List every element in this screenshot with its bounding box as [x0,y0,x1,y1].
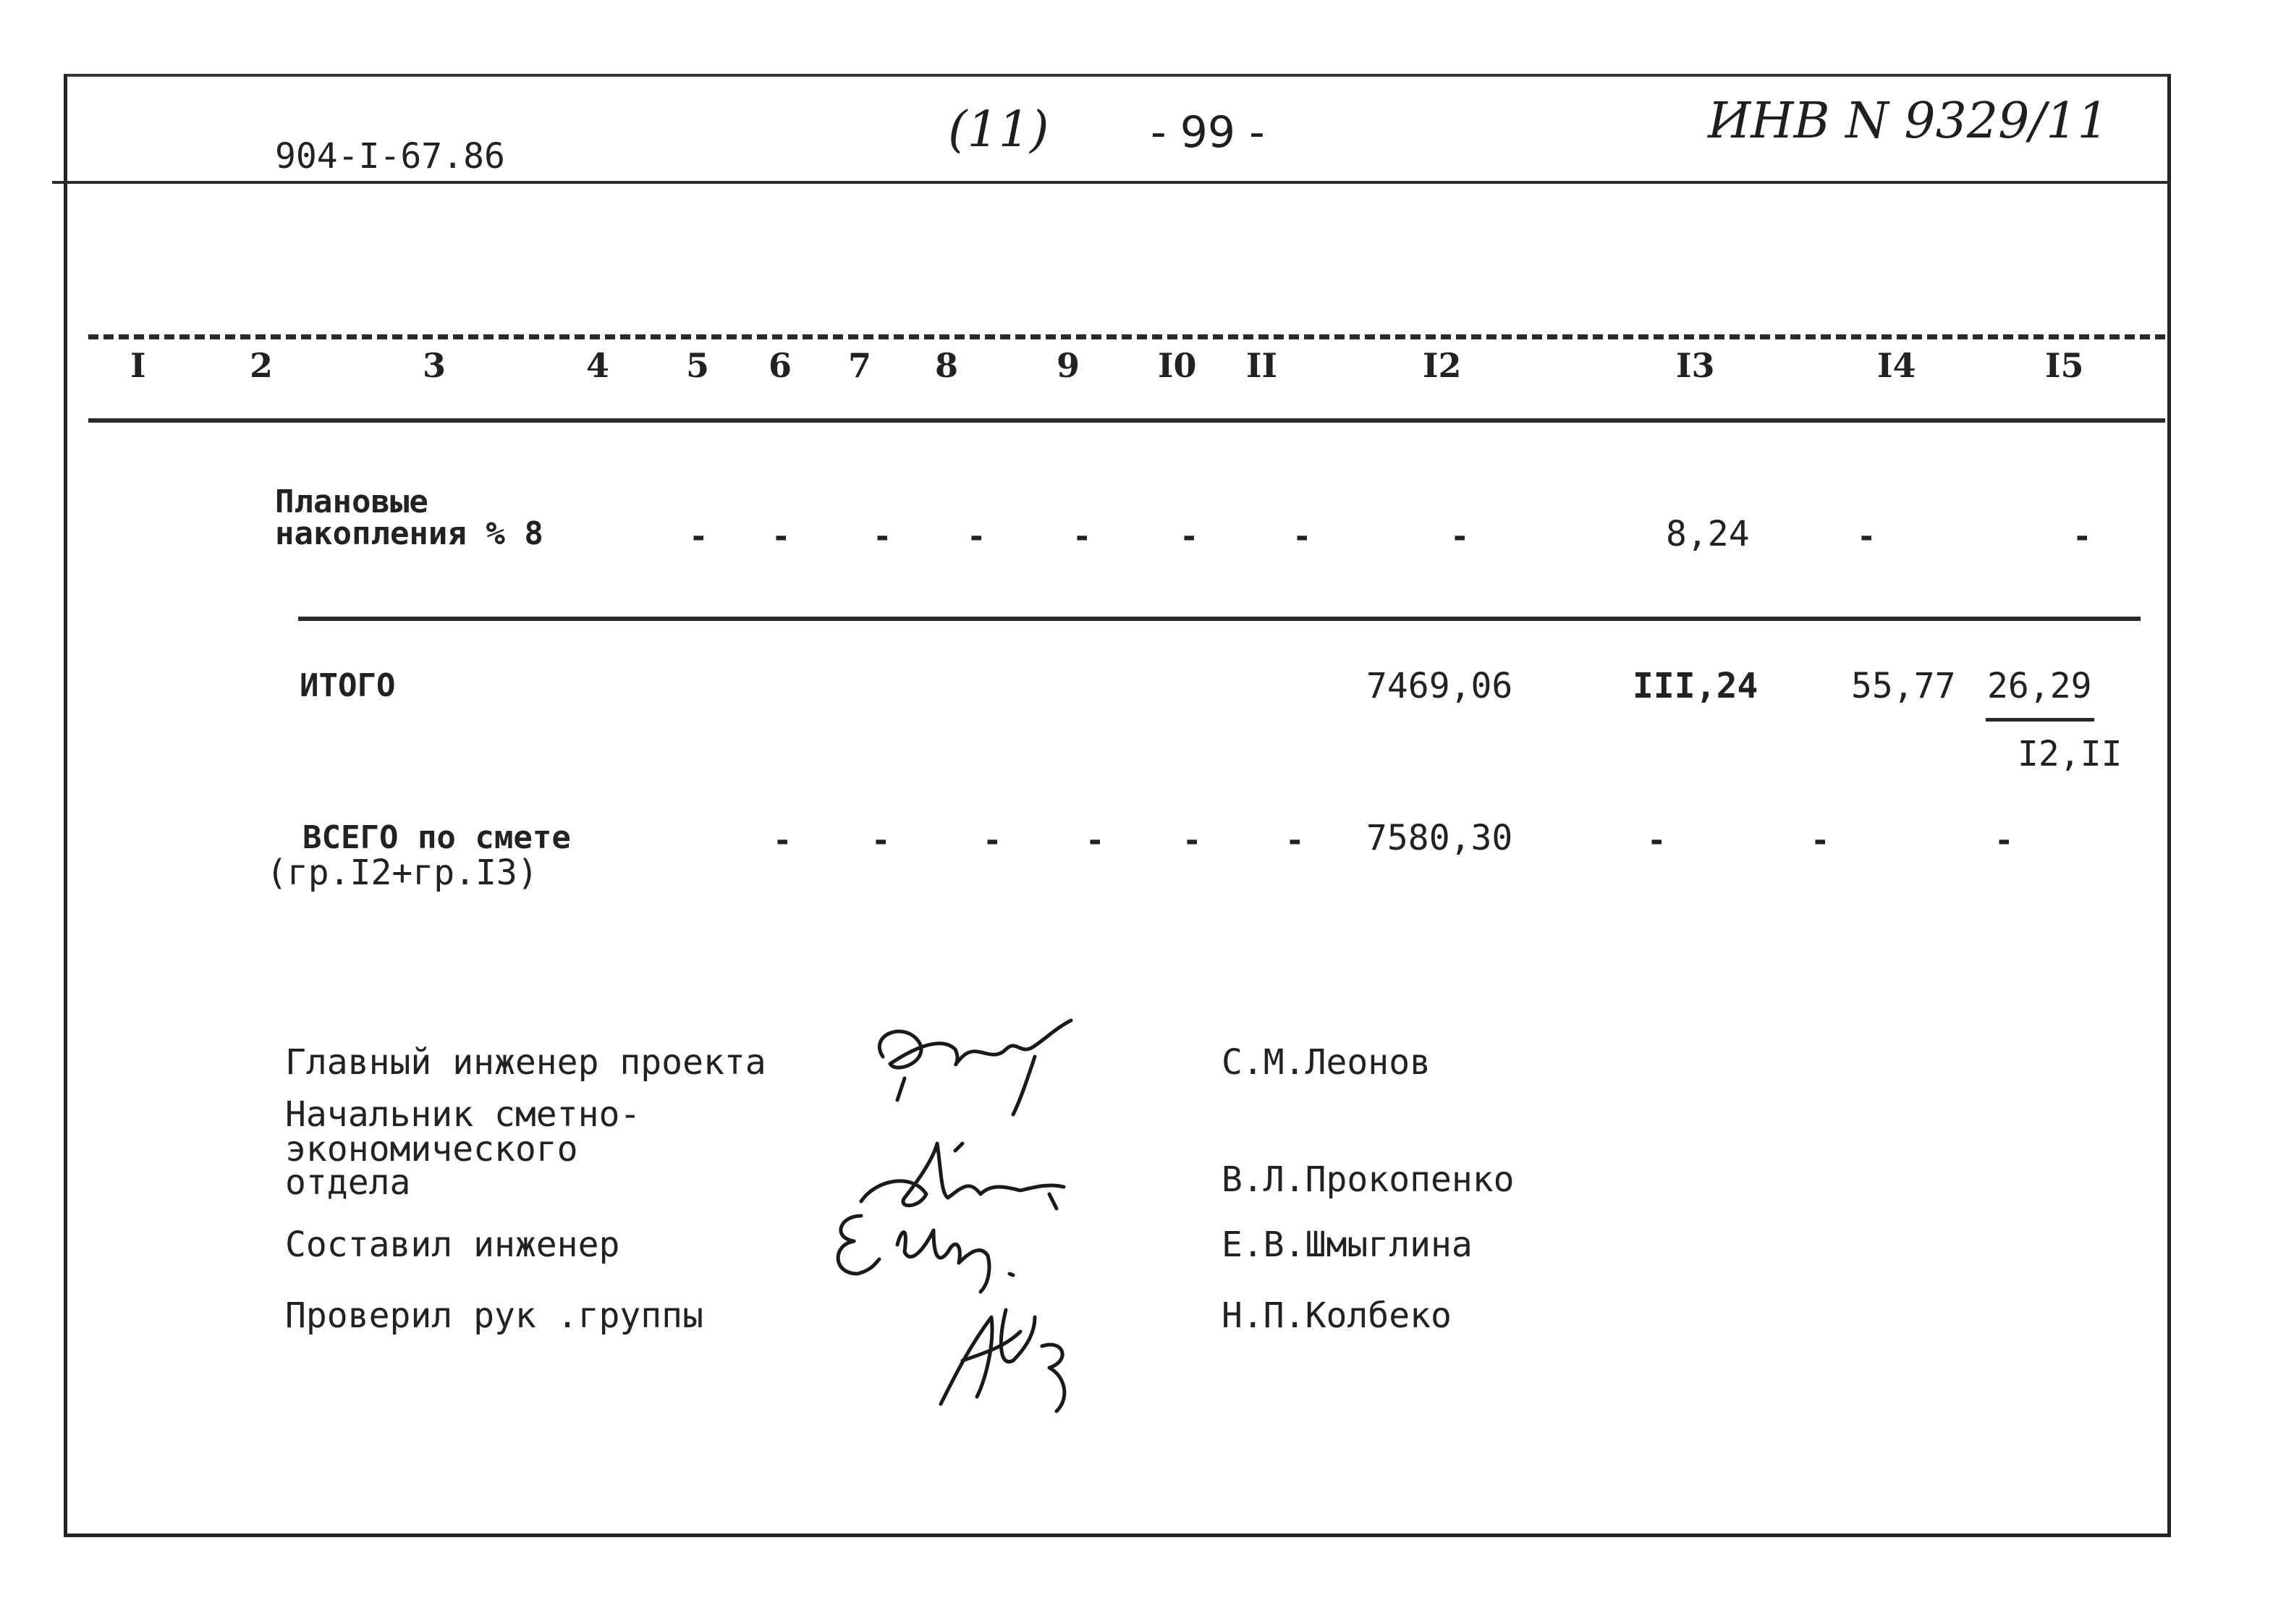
signature-1-image [854,1006,1100,1122]
planned-col14: - [1857,518,1876,555]
signature-4-image [926,1288,1100,1418]
planned-cell-7: - [873,518,892,555]
total-col13: III,24 [1633,666,1758,706]
grand-total-cell-11: - [1285,822,1305,859]
grand-total-col14: - [1811,822,1830,859]
sheet-mark: (11) [948,101,1049,158]
col-no-14: I4 [1877,346,1916,385]
col-no-7: 7 [848,346,872,385]
col-no-10: I0 [1158,346,1197,385]
total-label: ИТОГО [300,667,396,704]
col-no-15: I5 [2045,346,2084,385]
signatory-3-position: Составил инженер [285,1225,620,1265]
planned-label-line2: накопления % 8 [275,515,543,552]
planned-cell-5: - [689,518,708,555]
page-number: - 99 - [1151,107,1265,158]
col-no-1: I [130,346,146,385]
signatory-1-name: С.М.Леонов [1222,1042,1431,1083]
planned-cell-8: - [967,518,986,555]
column-band-top-rule [88,334,2165,339]
planned-col13: 8,24 [1666,514,1750,554]
planned-col15: - [2073,518,2092,555]
signatory-2-name: В.Л.Прокопенко [1222,1159,1515,1200]
total-col15: 26,29 [1987,666,2092,706]
col-no-8: 8 [935,346,959,385]
col-no-5: 5 [686,346,710,385]
col-no-6: 6 [769,346,792,385]
planned-cell-6: - [771,518,791,555]
planned-label-line1: Плановые [275,483,428,520]
planned-cell-10: - [1180,518,1199,555]
signature-3-image [818,1201,1049,1295]
signatory-2-position-line3: отдела [285,1162,411,1203]
grand-total-cell-9: - [1085,822,1105,859]
grand-total-cell-6: - [773,822,792,859]
inventory-number: ИНВ N 9329/11 [1708,93,2109,150]
header-rule [52,181,2171,184]
col-no-12: I2 [1423,346,1462,385]
signatory-3-name: Е.В.Шмыглина [1222,1225,1473,1265]
signatory-2-position-line1: Начальник сметно- [285,1094,641,1135]
signatory-1-position: Главный инженер проекта [285,1042,766,1083]
grand-total-col15: - [1994,822,2014,859]
grand-total-cell-7: - [871,822,891,859]
planned-cell-9: - [1072,518,1092,555]
column-band-bottom-rule [88,418,2165,423]
signatory-2-position-line2: экономического [285,1129,578,1170]
col-no-9: 9 [1057,346,1080,385]
doc-code: 904-I-67.86 [275,136,505,177]
total-separator-rule [298,617,2141,621]
grand-total-col12: 7580,30 [1366,818,1513,858]
grand-total-label-line2: (гр.I2+гр.I3) [266,853,538,893]
total-col15-sub: I2,II [2018,734,2122,774]
signatory-4-position: Проверил рук .группы [285,1295,703,1336]
total-col12: 7469,06 [1366,666,1513,706]
planned-cell-11: - [1292,518,1312,555]
col-no-2: 2 [250,346,274,385]
planned-cell-12: - [1450,518,1470,555]
grand-total-cell-10: - [1182,822,1202,859]
col-no-13: I3 [1676,346,1715,385]
grand-total-col13: - [1647,822,1667,859]
col-no-3: 3 [423,346,446,385]
grand-total-cell-8: - [983,822,1002,859]
col-no-11: II [1246,346,1278,385]
grand-total-label-line1: ВСЕГО по смете [302,819,571,856]
total-col15-fraction-bar [1986,718,2094,722]
total-col14: 55,77 [1851,666,1956,706]
col-no-4: 4 [586,346,610,385]
signatory-4-name: Н.П.Колбеко [1222,1295,1452,1336]
